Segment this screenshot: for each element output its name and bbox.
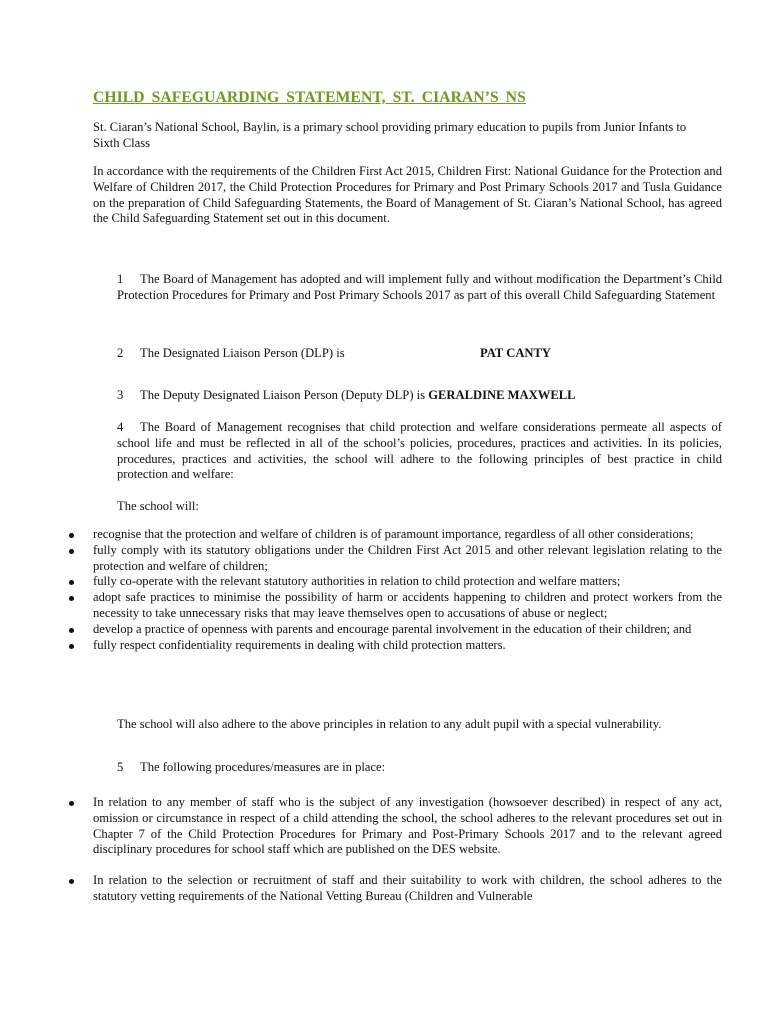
list-item bbox=[93, 543, 722, 575]
statement-item-4 bbox=[117, 420, 722, 483]
dlp-name: PAT CANTY bbox=[480, 346, 552, 360]
list-item-text: develop a practice of openness with parents and encourage parental involvement in the education of their children; and bbox=[93, 621, 692, 636]
bullet-icon bbox=[69, 644, 74, 649]
list-item-text: fully co-operate with the relevant statutory authorities in relation to child protection and welfare matters; bbox=[93, 574, 621, 589]
statement-item-3-deputy-dlp bbox=[117, 388, 717, 404]
adult-pupil-paragraph: The school will also adhere to the above principles in relation to any adult pupil with a special vulnerability. bbox=[117, 717, 662, 731]
item-number: 2 bbox=[117, 346, 124, 360]
intro-paragraph-requirements: In accordance with the requirements of the Children First Act 2015, Children First: National Guidance for the Protection and Welfare of Children 2017, the Child Protection Procedures for Primary and Post Primary Schools 2017 and Tusla Guidance on the preparation of Child Safeguarding Statements, the Board of Management of St. Ciaran’s National School, has agreed the Child Safeguarding Statement set out in this document. bbox=[93, 164, 722, 226]
list-item-text: recognise that the protection and welfare of children is of paramount importance, regardless of all other considerations; bbox=[93, 527, 694, 541]
bullet-icon bbox=[69, 549, 74, 554]
statement-item-5 bbox=[117, 760, 617, 776]
item-number: 4 bbox=[117, 420, 124, 434]
bullet-icon bbox=[69, 879, 74, 884]
bullet-icon bbox=[69, 533, 74, 538]
list-item-text: In relation to the selection or recruitment of staff and their suitability to work with children, the school adheres to the statutory vetting requirements of the National Vetting Bureau (Children and Vulnerable bbox=[93, 873, 722, 903]
list-item bbox=[93, 590, 722, 622]
item-text: The following procedures/measures are in place: bbox=[140, 760, 386, 774]
list-item-text: fully respect confidentiality requirements in dealing with child protection matters. bbox=[93, 637, 506, 652]
list-item bbox=[93, 638, 722, 654]
list-item bbox=[93, 795, 722, 858]
bullet-icon bbox=[69, 596, 74, 601]
item-text: The Designated Liaison Person (DLP) is bbox=[140, 346, 345, 360]
item-text: The Board of Management has adopted and will implement fully and without modification the Department’s Child Protection Procedures for Primary and Post Primary Schools 2017 as part of this overall Child Safeguarding Statement bbox=[117, 272, 722, 302]
list-item-text: In relation to any member of staff who is the subject of any investigation (howsoever described) in respect of any act, omission or circumstance in respect of a child attending the school, the school adheres to the relevant procedures set out in Chapter 7 of the Child Protection Procedures for Primary and Post-Primary Schools 2017 and to the relevant agreed disciplinary procedures for school staff which are published on the DES website. bbox=[93, 795, 722, 857]
list-item-text: adopt safe practices to minimise the possibility of harm or accidents happening to children and protect workers from the necessity to take unnecessary risks that may leave themselves open to accusations of abuse or neglect; bbox=[93, 590, 722, 620]
item-number: 3 bbox=[117, 388, 124, 402]
page-title: CHILD SAFEGUARDING STATEMENT, ST. CIARAN’S NS bbox=[93, 89, 526, 106]
bullet-icon bbox=[69, 628, 74, 633]
principles-list bbox=[93, 527, 722, 653]
item-number: 5 bbox=[117, 760, 124, 774]
list-item bbox=[93, 574, 722, 590]
item-text: The Board of Management recognises that child protection and welfare considerations permeate all aspects of school life and must be reflected in all of the school’s policies, procedures, practices and activities. In its policies, procedures, practices and activities, the school will adhere to the following principles of best practice in child protection and welfare: bbox=[117, 420, 722, 482]
item-text: The Deputy Designated Liaison Person (Deputy DLP) is bbox=[140, 388, 426, 402]
item-number: 1 bbox=[117, 272, 124, 286]
statement-item-2-dlp bbox=[117, 346, 717, 362]
bullet-icon bbox=[69, 580, 74, 585]
deputy-dlp-name: GERALDINE MAXWELL bbox=[428, 388, 576, 402]
statement-item-1 bbox=[117, 272, 722, 304]
list-item bbox=[93, 527, 722, 543]
school-will-heading: The school will: bbox=[117, 499, 199, 513]
list-item-text: fully comply with its statutory obligations under the Children First Act 2015 and other relevant legislation relating to the protection and welfare of children; bbox=[93, 542, 722, 573]
intro-paragraph-school: St. Ciaran’s National School, Baylin, is a primary school providing primary education to pupils from Junior Infants to Sixth Class bbox=[93, 120, 687, 150]
bullet-icon bbox=[69, 801, 74, 806]
list-item bbox=[93, 873, 722, 905]
measures-list bbox=[93, 795, 722, 920]
list-item bbox=[93, 622, 722, 638]
